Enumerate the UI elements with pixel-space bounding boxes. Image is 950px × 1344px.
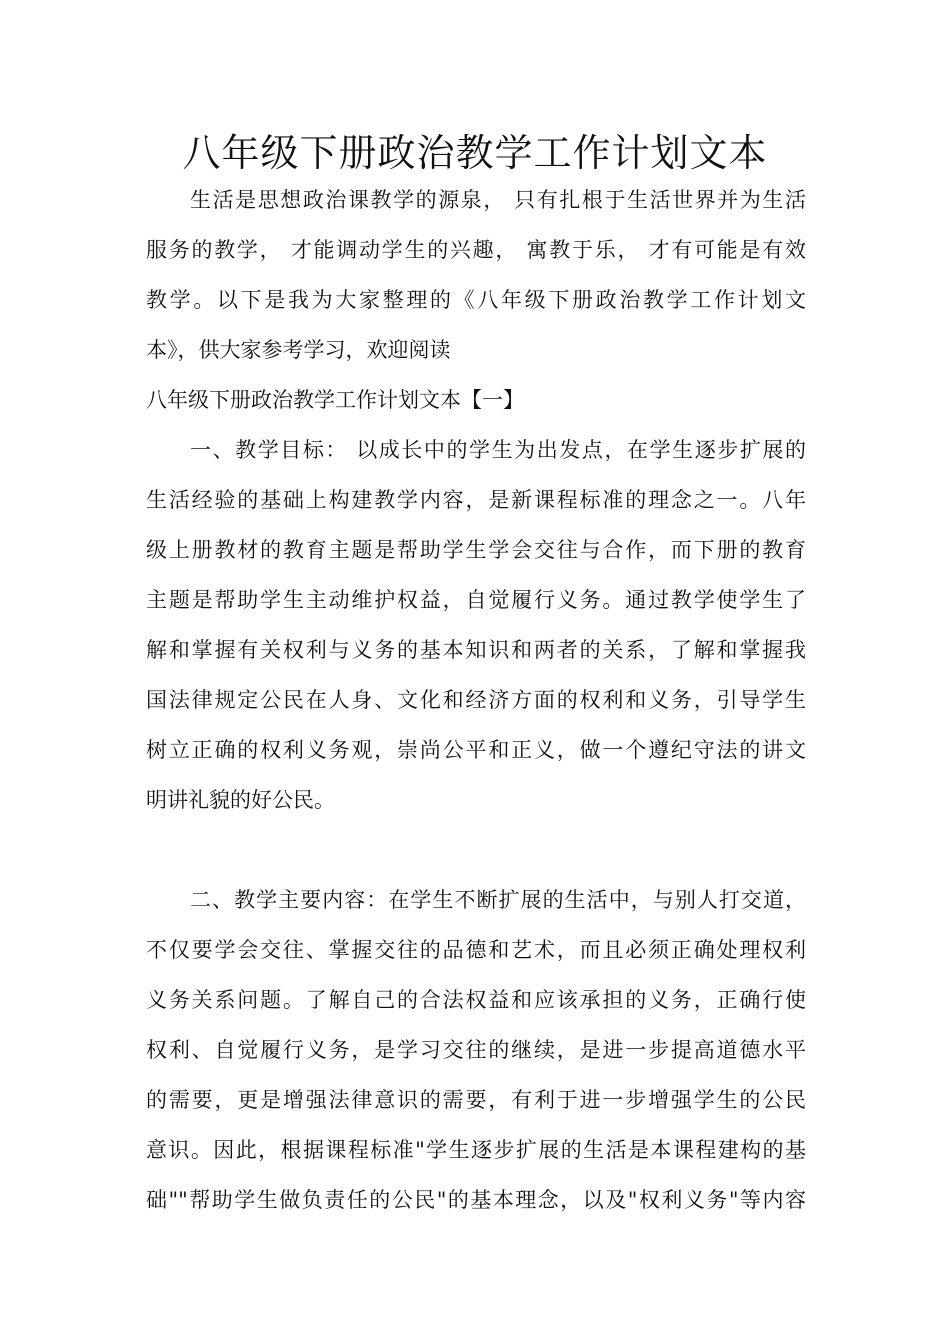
section-heading: 八年级下册政治教学工作计划文本【一】 (146, 388, 524, 412)
paragraph-line: 意识。因此，根据课程标准"学生逐步扩展的生活是本课程建构的基 (146, 1138, 806, 1162)
paragraph-line: 主题是帮助学生主动维护权益，自觉履行义务。通过教学使学生了 (146, 588, 806, 612)
paragraph-line: 不仅要学会交往、掌握交往的品德和艺术，而且必须正确处理权利 (146, 938, 806, 962)
paragraph-line: 的需要，更是增强法律意识的需要，有利于进一步增强学生的公民 (146, 1088, 806, 1112)
paragraph-line: 二、教学主要内容：在学生不断扩展的生活中，与别人打交道， (190, 888, 806, 912)
paragraph-line: 一、教学目标： 以成长中的学生为出发点，在学生逐步扩展的 (190, 438, 806, 462)
paragraph-line: 级上册教材的教育主题是帮助学生学会交往与合作，而下册的教育 (146, 538, 806, 562)
paragraph-line: 树立正确的权利义务观，崇尚公平和正义，做一个遵纪守法的讲文 (146, 738, 806, 762)
paragraph-line: 国法律规定公民在人身、文化和经济方面的权利和义务，引导学生 (146, 688, 806, 712)
intro-line: 生活是思想政治课教学的源泉， 只有扎根于生活世界并为生活 (190, 188, 806, 212)
intro-line: 服务的教学， 才能调动学生的兴趣， 寓教于乐， 才有可能是有效 (146, 238, 806, 262)
paragraph-line: 生活经验的基础上构建教学内容，是新课程标准的理念之一。八年 (146, 488, 806, 512)
paragraph-line: 权利、自觉履行义务，是学习交往的继续，是进一步提高道德水平 (146, 1038, 806, 1062)
intro-line: 本》，供大家参考学习，欢迎阅读 (146, 338, 451, 362)
intro-line: 教学。以下是我为大家整理的《八年级下册政治教学工作计划文 (146, 288, 806, 312)
paragraph-line: 础""帮助学生做负责任的公民"的基本理念，以及"权利义务"等内容 (146, 1188, 806, 1212)
paragraph-line: 义务关系问题。了解自己的合法权益和应该承担的义务，正确行使 (146, 988, 806, 1012)
paragraph-line: 解和掌握有关权利与义务的基本知识和两者的关系，了解和掌握我 (146, 638, 806, 662)
paragraph-line: 明讲礼貌的好公民。 (146, 788, 335, 812)
document-title: 八年级下册政治教学工作计划文本 (182, 131, 768, 175)
